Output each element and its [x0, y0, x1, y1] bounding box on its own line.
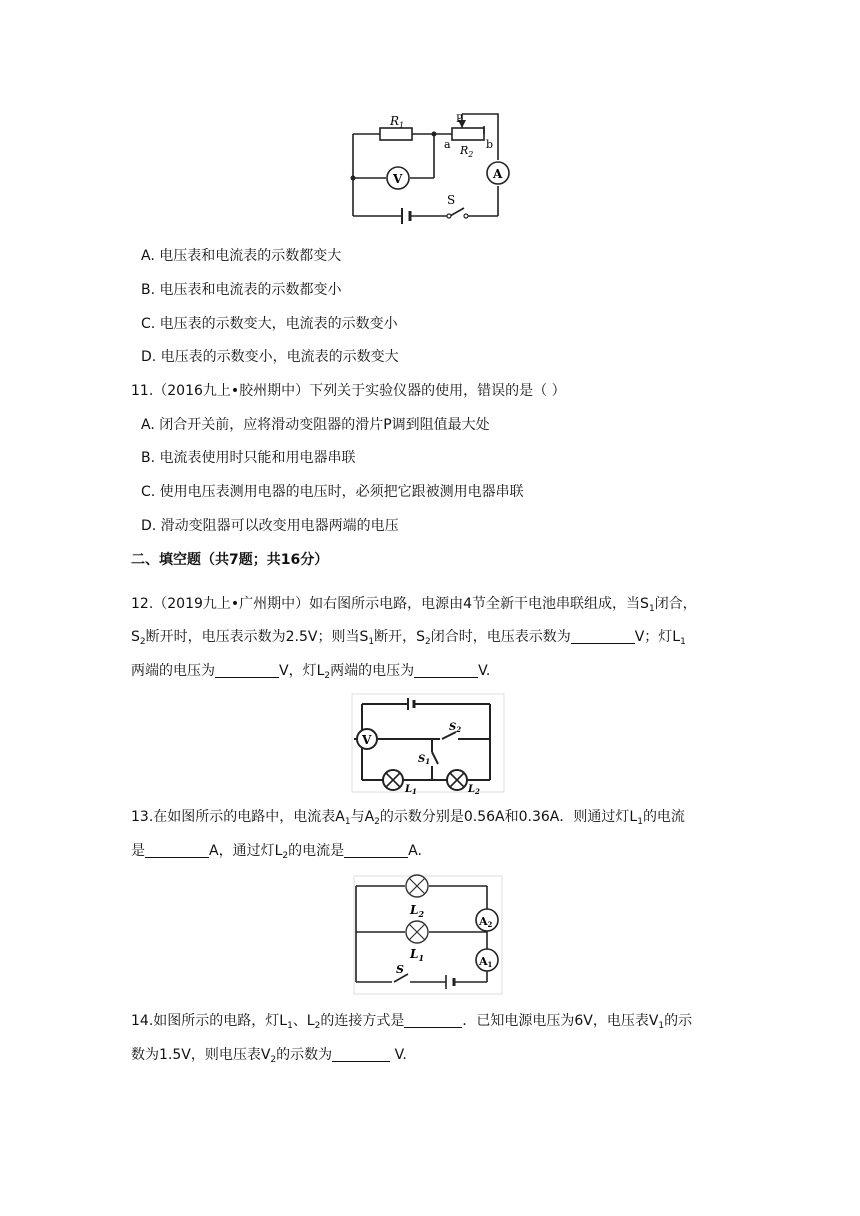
svg-text:S1: $S_1$ [418, 754, 431, 766]
answer-blank[interactable] [145, 843, 209, 858]
svg-text:P: P [456, 114, 463, 125]
svg-text:V: V [393, 172, 403, 186]
answer-blank[interactable] [571, 629, 635, 644]
answer-blank[interactable] [414, 663, 478, 678]
circuit-diagram-q12 [0, 690, 860, 800]
answer-blank[interactable] [344, 843, 408, 858]
svg-text:S: S [447, 193, 456, 207]
svg-text:L2: $L_2$ [410, 903, 425, 919]
svg-text:a: a [444, 138, 451, 151]
svg-text:A: A [493, 167, 503, 181]
q12-line-3: 两端的电压为 V，灯$L_2$两端的电压为 V. [131, 663, 491, 681]
svg-text:A2: A2 [479, 915, 493, 929]
q11-option-b: B. 电流表使用时只能和用电器串联 [141, 450, 356, 466]
section-heading: 二、填空题（共7题；共16分） [131, 552, 329, 568]
q12-line-1: 12.（2019九上•广州期中）如右图所示电路，电源由4节全新干电池串联组成，当$S_1$闭合， [131, 596, 697, 614]
svg-text:L1: $L_1$ [405, 784, 417, 796]
answer-blank[interactable] [215, 663, 279, 678]
q13-line-2: 是 A，通过灯$L_2$的电流是 A. [131, 843, 422, 861]
q10-option-a: A. 电压表和电流表的示数都变大 [141, 248, 342, 264]
svg-text:A1: A1 [479, 955, 493, 969]
svg-text:V: V [362, 733, 372, 747]
q13-line-1: 13.在如图所示的电路中，电流表$A_1$与$A_2$的示数分别是0.56A和0.36A．则通过灯$L_1$的电流 [131, 809, 685, 827]
q12-line-2: $S_2$断开时，电压表示数为2.5V；则当$S_1$断开，$S_2$闭合时，电压表示数为 V；灯$L_1$ [131, 629, 686, 647]
resistor-r1 [380, 128, 412, 140]
svg-text:L1: $L_1$ [410, 947, 425, 963]
q14-line-2: 数为1.5V，则电压表$V_2$的示数为 V. [131, 1047, 407, 1065]
circuit-diagram-q10 [0, 0, 860, 240]
svg-text:R2: $R_2$ [460, 144, 474, 159]
svg-text:S2: $S_2$ [449, 722, 462, 734]
svg-text:R1: $R_1$ [390, 114, 405, 130]
q11-option-c: C. 使用电压表测用电器的电压时，必须把它跟被测用电器串联 [141, 484, 524, 500]
answer-blank[interactable] [404, 1013, 462, 1028]
lamp-l2-icon [406, 875, 428, 897]
rheostat-r2 [452, 128, 484, 140]
lamp-l1-icon [406, 921, 428, 943]
lamp-l2-icon [447, 770, 467, 790]
svg-text:S: S [396, 963, 404, 976]
svg-text:b: b [486, 138, 494, 151]
q10-option-d: D. 电压表的示数变小，电流表的示数变大 [141, 349, 399, 365]
q11-option-d: D. 滑动变阻器可以改变用电器两端的电压 [141, 518, 399, 534]
q11-stem: 11.（2016九上•胶州期中）下列关于实验仪器的使用，错误的是（ ） [131, 383, 566, 399]
q11-option-a: A. 闭合开关前，应将滑动变阻器的滑片P调到阻值最大处 [141, 417, 490, 433]
q10-option-c: C. 电压表的示数变大，电流表的示数变小 [141, 316, 398, 332]
answer-blank[interactable] [332, 1047, 390, 1062]
svg-text:L2: $L_2$ [468, 784, 480, 796]
q14-line-1: 14.如图所示的电路，灯$L_1$、$L_2$的连接方式是 ．已知电源电压为6V，电压表$V_1$的示 [131, 1013, 693, 1031]
q10-option-b: B. 电压表和电流表的示数都变小 [141, 282, 342, 298]
circuit-diagram-q13 [0, 872, 860, 1002]
lamp-l1-icon [383, 770, 403, 790]
